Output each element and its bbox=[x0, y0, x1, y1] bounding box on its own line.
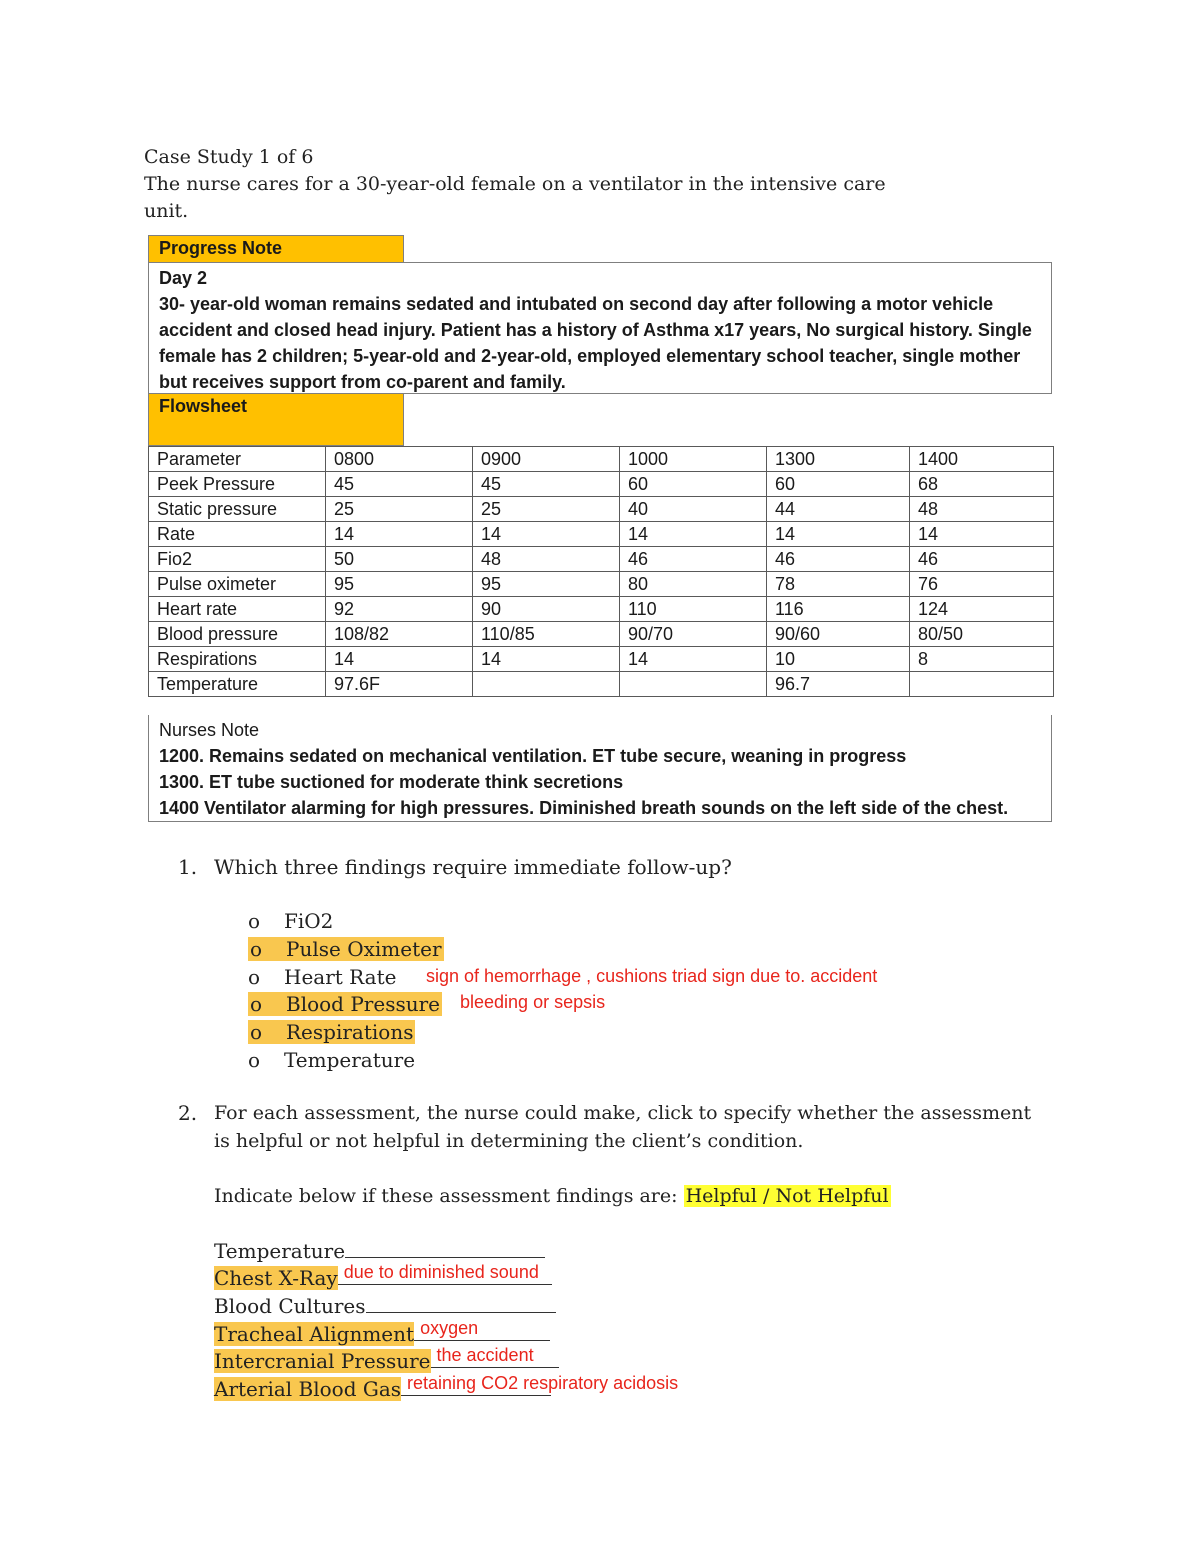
progress-note-line-2: accident and closed head injury. Patient has a history of Asthma x17 years, No surgical history. Single bbox=[159, 320, 1032, 340]
bullet-icon: o bbox=[248, 909, 261, 933]
flowsheet-value-cell: 80 bbox=[620, 572, 767, 597]
answer-blank[interactable] bbox=[401, 1373, 679, 1396]
flowsheet-value-cell: 14 bbox=[326, 522, 473, 547]
flowsheet-value-cell: 97.6F bbox=[326, 672, 473, 697]
annotation-heart-rate: sign of hemorrhage , cushions triad sign due to. accident bbox=[426, 966, 878, 986]
flowsheet-value-cell: 45 bbox=[326, 472, 473, 497]
assessment-label: Intercranial Pressure bbox=[214, 1349, 431, 1373]
flowsheet-header-row bbox=[149, 447, 1054, 472]
flowsheet-row bbox=[149, 497, 1054, 522]
progress-note-line-1: 30- year-old woman remains sedated and intubated on second day after following a motor vehicle bbox=[159, 294, 994, 314]
assessment-label: Chest X-Ray bbox=[214, 1266, 338, 1290]
flowsheet-value-cell: 46 bbox=[620, 547, 767, 572]
flowsheet-value-cell: 96.7 bbox=[767, 672, 910, 697]
flowsheet-value-cell: 60 bbox=[620, 472, 767, 497]
answer-text: oxygen bbox=[420, 1318, 479, 1338]
answer-blank[interactable] bbox=[338, 1264, 552, 1285]
flowsheet-value-cell: 68 bbox=[910, 472, 1054, 497]
flowsheet-value-cell: 76 bbox=[910, 572, 1054, 597]
flowsheet-value-cell bbox=[620, 672, 767, 697]
flowsheet-value-cell: 14 bbox=[767, 522, 910, 547]
flowsheet-value-cell: 110/85 bbox=[473, 622, 620, 647]
flowsheet-value-cell: 14 bbox=[910, 522, 1054, 547]
flowsheet-value-cell bbox=[473, 672, 620, 697]
option-heart-rate[interactable] bbox=[248, 963, 396, 991]
assessment-label: Blood Cultures bbox=[214, 1294, 366, 1318]
bullet-icon: o bbox=[250, 1020, 263, 1044]
question-2-number: 2. bbox=[178, 1101, 198, 1125]
flowsheet-value-cell: 95 bbox=[326, 572, 473, 597]
flowsheet-parameter-cell: Temperature bbox=[149, 672, 326, 697]
flowsheet-value-cell: 48 bbox=[473, 547, 620, 572]
option-label: FiO2 bbox=[284, 909, 334, 933]
assessment-chest-xray[interactable] bbox=[214, 1264, 552, 1292]
flowsheet-table bbox=[148, 446, 1054, 697]
flowsheet-row bbox=[149, 622, 1054, 647]
flowsheet-value-cell: 25 bbox=[326, 497, 473, 522]
flowsheet-value-cell: 14 bbox=[473, 647, 620, 672]
progress-note-day: Day 2 bbox=[159, 268, 208, 288]
flowsheet-parameter-cell: Heart rate bbox=[149, 597, 326, 622]
flowsheet-parameter-cell: Peek Pressure bbox=[149, 472, 326, 497]
flowsheet-value-cell: 14 bbox=[620, 647, 767, 672]
flowsheet-header-cell: 0900 bbox=[473, 447, 620, 472]
flowsheet-value-cell: 14 bbox=[473, 522, 620, 547]
nurses-note-heading: Nurses Note bbox=[159, 720, 260, 740]
indicate-prefix: Indicate below if these assessment findings are: bbox=[214, 1185, 684, 1207]
flowsheet-value-cell: 45 bbox=[473, 472, 620, 497]
bullet-icon: o bbox=[250, 992, 263, 1016]
progress-note-box bbox=[148, 262, 1052, 394]
flowsheet-value-cell: 48 bbox=[910, 497, 1054, 522]
nurses-note-line-3: 1400 Ventilator alarming for high pressures. Diminished breath sounds on the left side of the chest. bbox=[159, 798, 1009, 818]
flowsheet-row bbox=[149, 672, 1054, 697]
assessment-arterial-blood-gas[interactable] bbox=[214, 1373, 679, 1403]
progress-note-heading: Progress Note bbox=[148, 235, 404, 263]
flowsheet-value-cell: 90/70 bbox=[620, 622, 767, 647]
answer-text: due to diminished sound bbox=[343, 1262, 539, 1282]
option-label: Blood Pressure bbox=[286, 992, 440, 1016]
progress-note-line-3: female has 2 children; 5-year-old and 2-year-old, employed elementary school teacher, single mother bbox=[159, 346, 1021, 366]
option-pulse-oximeter[interactable] bbox=[248, 935, 444, 963]
flowsheet-value-cell: 80/50 bbox=[910, 622, 1054, 647]
option-blood-pressure[interactable] bbox=[248, 990, 442, 1018]
flowsheet-parameter-cell: Blood pressure bbox=[149, 622, 326, 647]
question-2-line-2: is helpful or not helpful in determining the client’s condition. bbox=[214, 1130, 804, 1152]
case-study-title: Case Study 1 of 6 bbox=[144, 146, 314, 168]
flowsheet-value-cell: 95 bbox=[473, 572, 620, 597]
flowsheet-header-cell: 1000 bbox=[620, 447, 767, 472]
indicate-line bbox=[214, 1182, 891, 1210]
nurses-note-line-2: 1300. ET tube suctioned for moderate think secretions bbox=[159, 772, 624, 792]
flowsheet-value-cell: 78 bbox=[767, 572, 910, 597]
flowsheet-value-cell: 116 bbox=[767, 597, 910, 622]
progress-note-line-4: but receives support from co-parent and family. bbox=[159, 372, 566, 392]
flowsheet-value-cell: 46 bbox=[910, 547, 1054, 572]
flowsheet-value-cell bbox=[910, 672, 1054, 697]
flowsheet-header-cell: 1300 bbox=[767, 447, 910, 472]
answer-blank[interactable] bbox=[431, 1347, 559, 1368]
flowsheet-value-cell: 124 bbox=[910, 597, 1054, 622]
flowsheet-row bbox=[149, 572, 1054, 597]
option-label: Respirations bbox=[286, 1020, 414, 1044]
flowsheet-header-cell: 1400 bbox=[910, 447, 1054, 472]
option-label: Pulse Oximeter bbox=[286, 937, 442, 961]
option-respirations[interactable] bbox=[248, 1018, 415, 1046]
nurses-note-line-1: 1200. Remains sedated on mechanical ventilation. ET tube secure, weaning in progress bbox=[159, 746, 907, 766]
flowsheet-value-cell: 50 bbox=[326, 547, 473, 572]
assessment-label: Tracheal Alignment bbox=[214, 1322, 415, 1346]
question-1-text: Which three findings require immediate follow-up? bbox=[214, 855, 732, 879]
flowsheet-parameter-cell: Respirations bbox=[149, 647, 326, 672]
answer-blank[interactable] bbox=[366, 1292, 556, 1313]
flowsheet-value-cell: 10 bbox=[767, 647, 910, 672]
flowsheet-value-cell: 14 bbox=[326, 647, 473, 672]
option-label: Heart Rate bbox=[284, 965, 397, 989]
flowsheet-value-cell: 25 bbox=[473, 497, 620, 522]
flowsheet-value-cell: 46 bbox=[767, 547, 910, 572]
flowsheet-row bbox=[149, 547, 1054, 572]
flowsheet-value-cell: 110 bbox=[620, 597, 767, 622]
flowsheet-row bbox=[149, 597, 1054, 622]
flowsheet-value-cell: 90 bbox=[473, 597, 620, 622]
option-label: Temperature bbox=[284, 1048, 416, 1072]
nurses-note-box bbox=[148, 715, 1052, 822]
bullet-icon: o bbox=[248, 965, 261, 989]
flowsheet-parameter-cell: Rate bbox=[149, 522, 326, 547]
flowsheet-parameter-cell: Static pressure bbox=[149, 497, 326, 522]
question-1-number: 1. bbox=[178, 855, 198, 879]
flowsheet-value-cell: 108/82 bbox=[326, 622, 473, 647]
option-temperature[interactable] bbox=[248, 1046, 415, 1074]
flowsheet-row bbox=[149, 472, 1054, 497]
annotation-blood-pressure: bleeding or sepsis bbox=[460, 992, 606, 1012]
flowsheet-value-cell: 92 bbox=[326, 597, 473, 622]
answer-blank[interactable] bbox=[414, 1320, 550, 1341]
flowsheet-value-cell: 44 bbox=[767, 497, 910, 522]
flowsheet-parameter-cell: Fio2 bbox=[149, 547, 326, 572]
assessment-label: Temperature bbox=[214, 1239, 346, 1263]
flowsheet-header-cell: Parameter bbox=[149, 447, 326, 472]
option-fio2[interactable] bbox=[248, 907, 333, 935]
flowsheet-value-cell: 60 bbox=[767, 472, 910, 497]
indicate-options[interactable]: Helpful / Not Helpful bbox=[685, 1185, 889, 1207]
flowsheet-value-cell: 90/60 bbox=[767, 622, 910, 647]
flowsheet-value-cell: 14 bbox=[620, 522, 767, 547]
flowsheet-row bbox=[149, 647, 1054, 672]
flowsheet-value-cell: 8 bbox=[910, 647, 1054, 672]
flowsheet-value-cell: 40 bbox=[620, 497, 767, 522]
answer-blank[interactable] bbox=[345, 1237, 545, 1258]
flowsheet-parameter-cell: Pulse oximeter bbox=[149, 572, 326, 597]
bullet-icon: o bbox=[248, 1048, 261, 1072]
flowsheet-heading: Flowsheet bbox=[148, 393, 404, 446]
flowsheet-header-cell: 0800 bbox=[326, 447, 473, 472]
intro-line-1: The nurse cares for a 30-year-old female on a ventilator in the intensive care bbox=[144, 173, 886, 195]
bullet-icon: o bbox=[250, 937, 263, 961]
assessment-label: Arterial Blood Gas bbox=[214, 1377, 402, 1401]
answer-text: retaining CO2 respiratory acidosis bbox=[407, 1373, 679, 1393]
answer-text: the accident bbox=[436, 1345, 534, 1365]
assessment-blood-cultures[interactable] bbox=[214, 1292, 556, 1320]
flowsheet-row bbox=[149, 522, 1054, 547]
question-2-line-1: For each assessment, the nurse could make, click to specify whether the assessment bbox=[214, 1102, 1032, 1124]
intro-line-2: unit. bbox=[144, 200, 189, 222]
